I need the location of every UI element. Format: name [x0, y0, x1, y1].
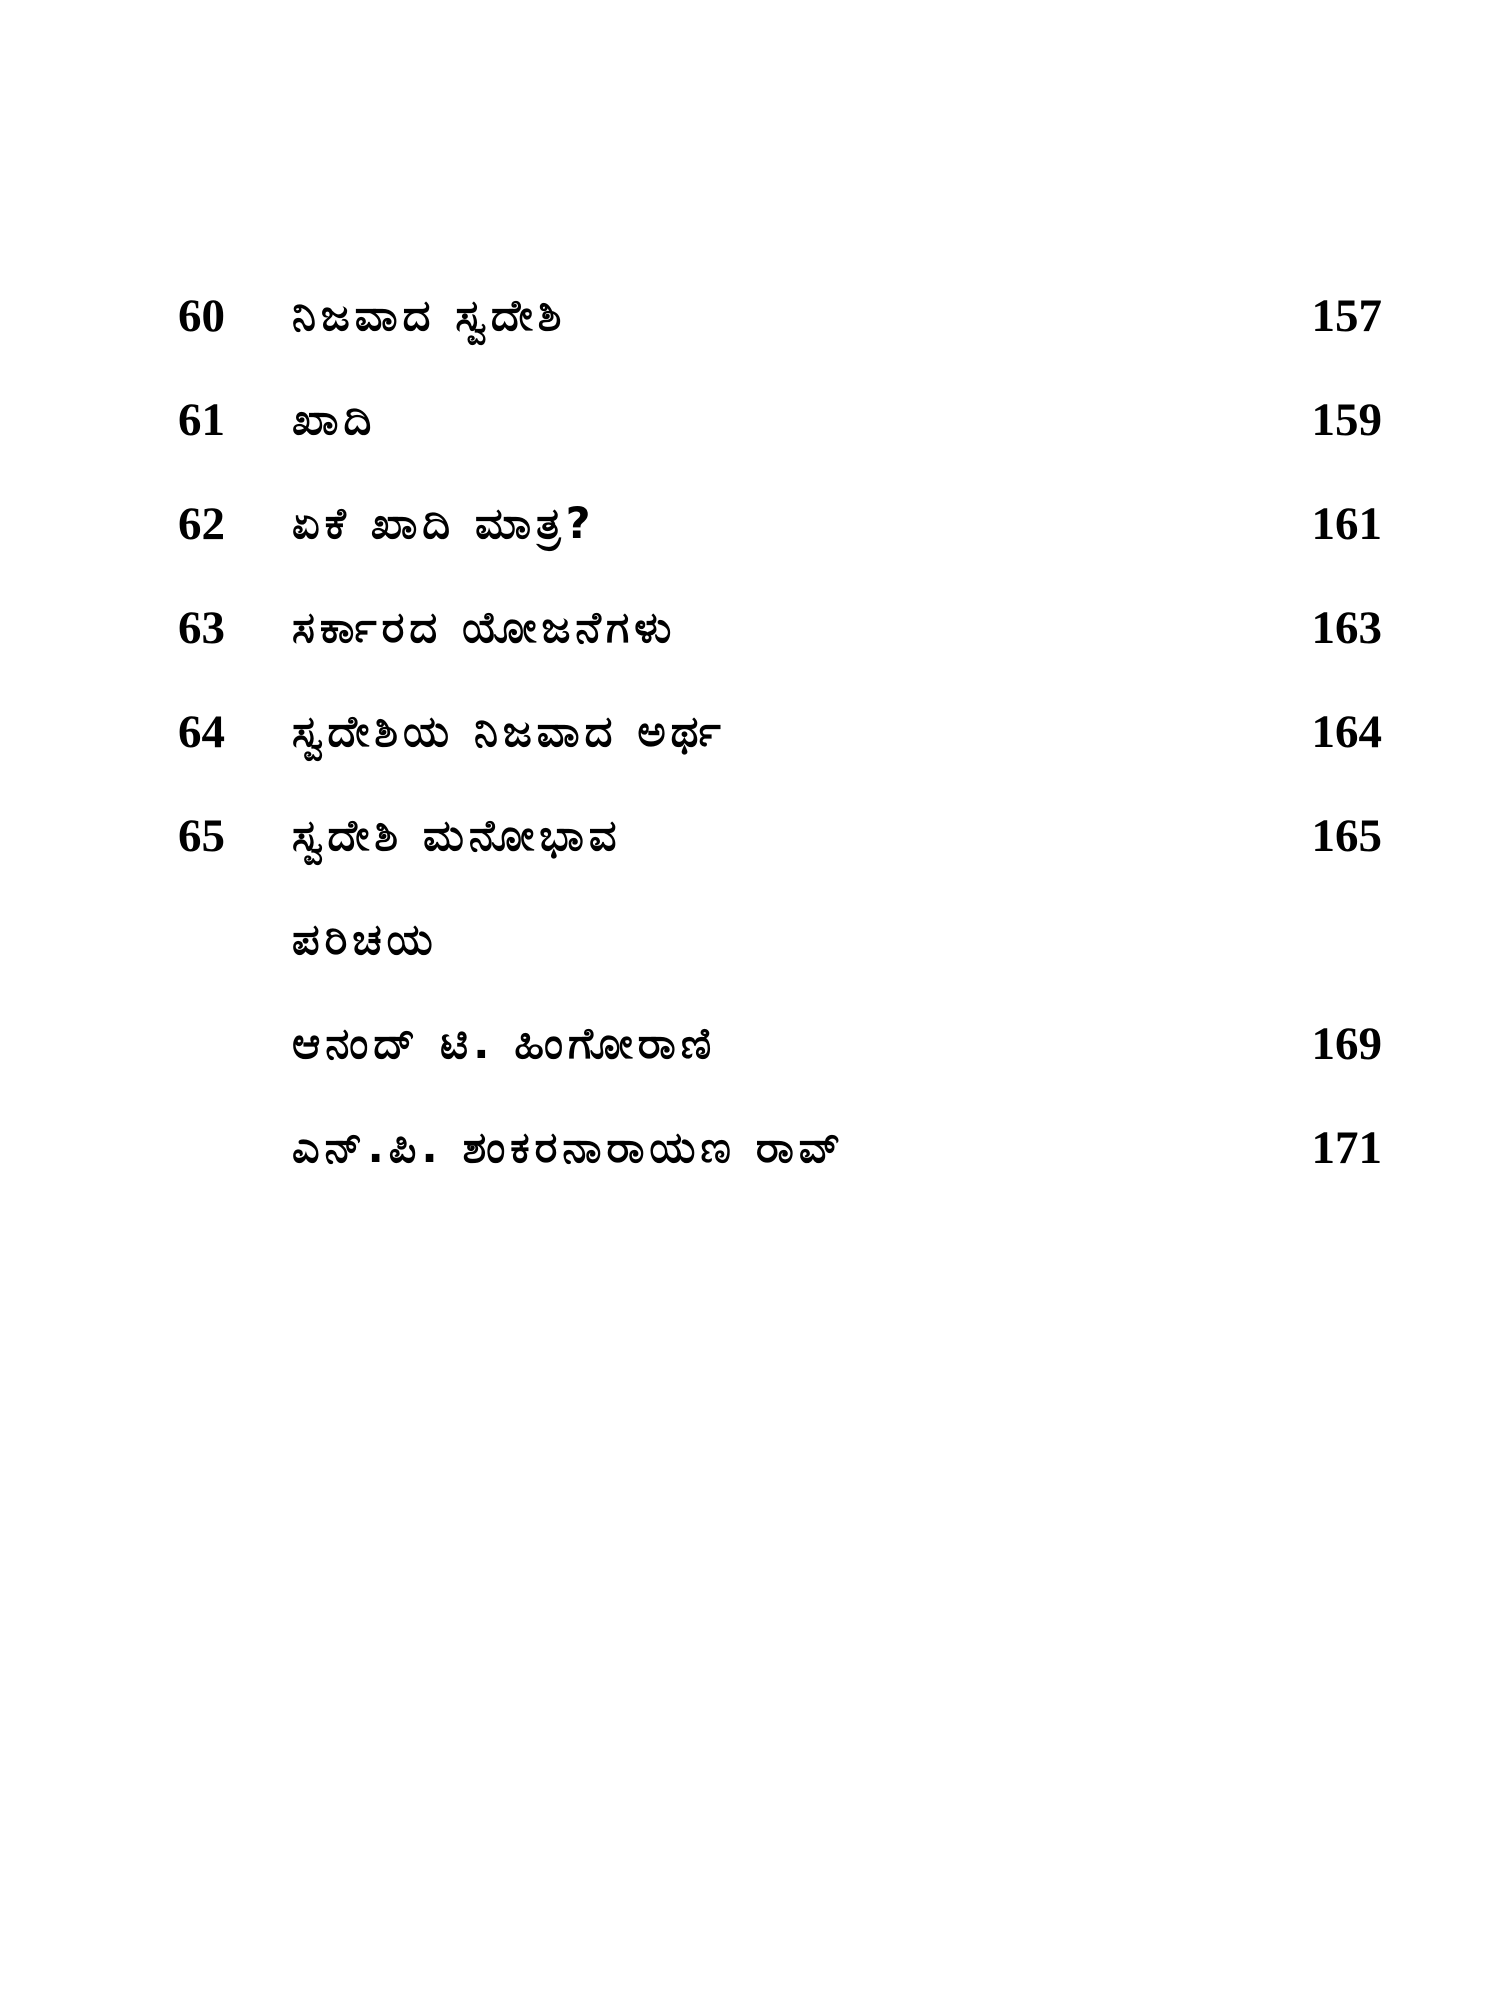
page-number: 163 [1311, 602, 1382, 654]
chapter-title: ಸ್ವದೇಶಿಯ ನಿಜವಾದ ಅರ್ಥ [292, 707, 726, 757]
page-number: 159 [1311, 394, 1382, 446]
chapter-title: ಸ್ವದೇಶಿ ಮನೋಭಾವ [292, 811, 622, 861]
chapter-number: 62 [178, 498, 225, 550]
chapter-title: ಖಾದಿ [292, 395, 377, 445]
toc-entry [0, 692, 1500, 772]
page-number: 165 [1311, 810, 1382, 862]
chapter-title: ಏಕೆ ಖಾದಿ ಮಾತ್ರ? [292, 499, 596, 549]
toc-entry [0, 1004, 1500, 1084]
chapter-number: 63 [178, 602, 225, 654]
section-heading-row [0, 900, 1500, 980]
chapter-number: 65 [178, 810, 225, 862]
page-number: 161 [1311, 498, 1382, 550]
page-number: 164 [1311, 706, 1382, 758]
toc-entry [0, 796, 1500, 876]
toc-entry [0, 484, 1500, 564]
chapter-number: 60 [178, 290, 225, 342]
section-heading: ಪರಿಚಯ [292, 915, 438, 965]
chapter-number: 61 [178, 394, 225, 446]
page-number: 169 [1311, 1018, 1382, 1070]
page-number: 171 [1311, 1122, 1382, 1174]
chapter-title: ನಿಜವಾದ ಸ್ವದೇಶಿ [292, 291, 567, 341]
toc-entry [0, 276, 1500, 356]
section-entry-title: ಆನಂದ್ ಟಿ. ಹಿಂಗೋರಾಣಿ [292, 1019, 717, 1069]
toc-entry [0, 588, 1500, 668]
chapter-number: 64 [178, 706, 225, 758]
page-number: 157 [1311, 290, 1382, 342]
chapter-title: ಸರ್ಕಾರದ ಯೋಜನೆಗಳು [292, 603, 677, 653]
toc-entry [0, 1108, 1500, 1188]
toc-entry [0, 380, 1500, 460]
section-entry-title: ಎನ್.ಪಿ. ಶಂಕರನಾರಾಯಣ ರಾವ್ [292, 1123, 846, 1173]
